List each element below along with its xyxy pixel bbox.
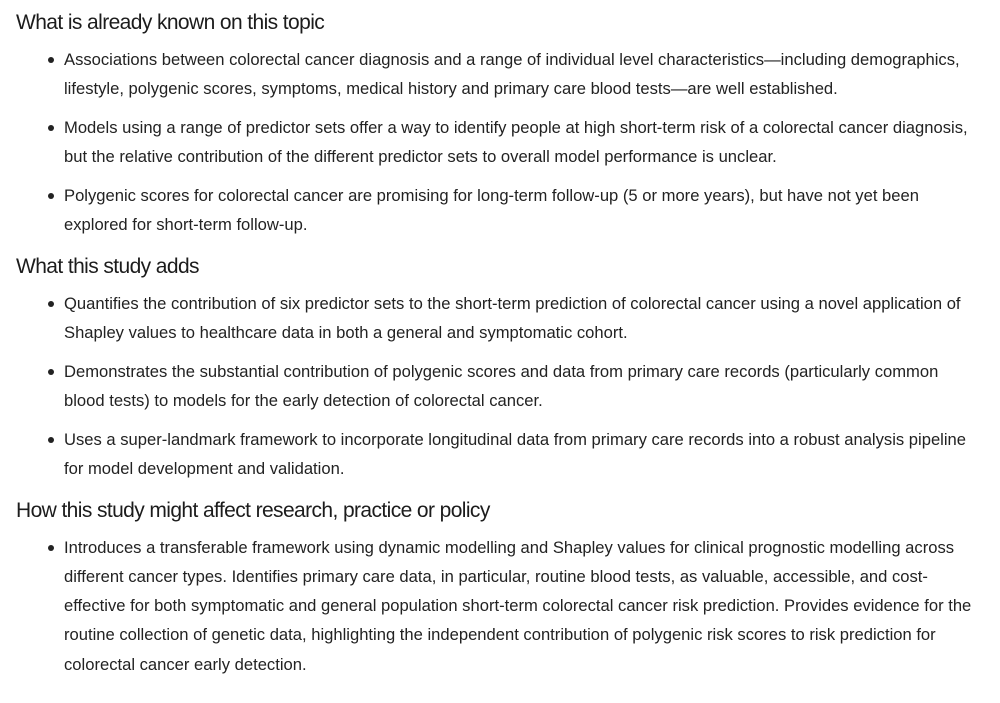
section-adds <box>16 252 982 484</box>
section-heading-known: What is already known on this topic <box>16 11 325 34</box>
list-item <box>16 181 982 240</box>
bullet-list-known <box>16 45 982 240</box>
list-item <box>16 425 982 484</box>
section-heading-adds: What this study adds <box>16 254 199 278</box>
bullet-dot-icon <box>48 369 54 375</box>
list-item-text: Polygenic scores for colorectal cancer are promising for long-term follow-up (5 or more years), but have not yet been explored for short-term follow-up. <box>64 186 919 235</box>
section-impact <box>16 496 982 679</box>
bullet-list-adds <box>16 289 982 484</box>
bullet-dot-icon <box>48 301 54 307</box>
list-item-text: Uses a super-landmark framework to incorporate longitudinal data from primary care records into a robust analysis pipeline for model development and validation. <box>64 429 967 479</box>
bullet-list-impact <box>16 533 982 679</box>
bullet-dot-icon <box>48 57 54 63</box>
list-item-text: Introduces a transferable framework using dynamic modelling and Shapley values for clinical prognostic modelling across different cancer types. Identifies primary care data, in particular, routine blood tests, as valuable, accessible, and cost-effective for both symptomatic and general population short-term colorectal cancer risk prediction. Provides evidence for the routine collection of genetic data, highlighting the independent contribution of polygenic risk scores to risk prediction for colorectal cancer early detection. <box>64 537 972 674</box>
bullet-dot-icon <box>48 545 54 551</box>
list-item <box>16 289 982 348</box>
list-item-text: Associations between colorectal cancer diagnosis and a range of individual level characteristics—including demographics, lifestyle, polygenic scores, symptoms, medical history and primary care blood tests—are well established. <box>64 50 960 99</box>
list-item-text: Quantifies the contribution of six predictor sets to the short-term prediction of colorectal cancer using a novel application of Shapley values to healthcare data in both a general and symptomatic cohort. <box>64 293 961 343</box>
section-known <box>16 8 982 240</box>
section-heading-impact: How this study might affect research, practice or policy <box>16 498 490 522</box>
bullet-dot-icon <box>48 125 54 131</box>
list-item <box>16 533 982 679</box>
bullet-dot-icon <box>48 437 54 443</box>
list-item-text: Demonstrates the substantial contribution of polygenic scores and data from primary care records (particularly common blood tests) to models for the early detection of colorectal cancer. <box>64 361 939 411</box>
list-item <box>16 357 982 416</box>
bullet-dot-icon <box>48 193 54 199</box>
list-item <box>16 45 982 104</box>
list-item-text: Models using a range of predictor sets offer a way to identify people at high short-term risk of a colorectal cancer diagnosis, but the relative contribution of the different predictor sets to overall model performance is unclear. <box>64 118 968 167</box>
list-item <box>16 113 982 172</box>
